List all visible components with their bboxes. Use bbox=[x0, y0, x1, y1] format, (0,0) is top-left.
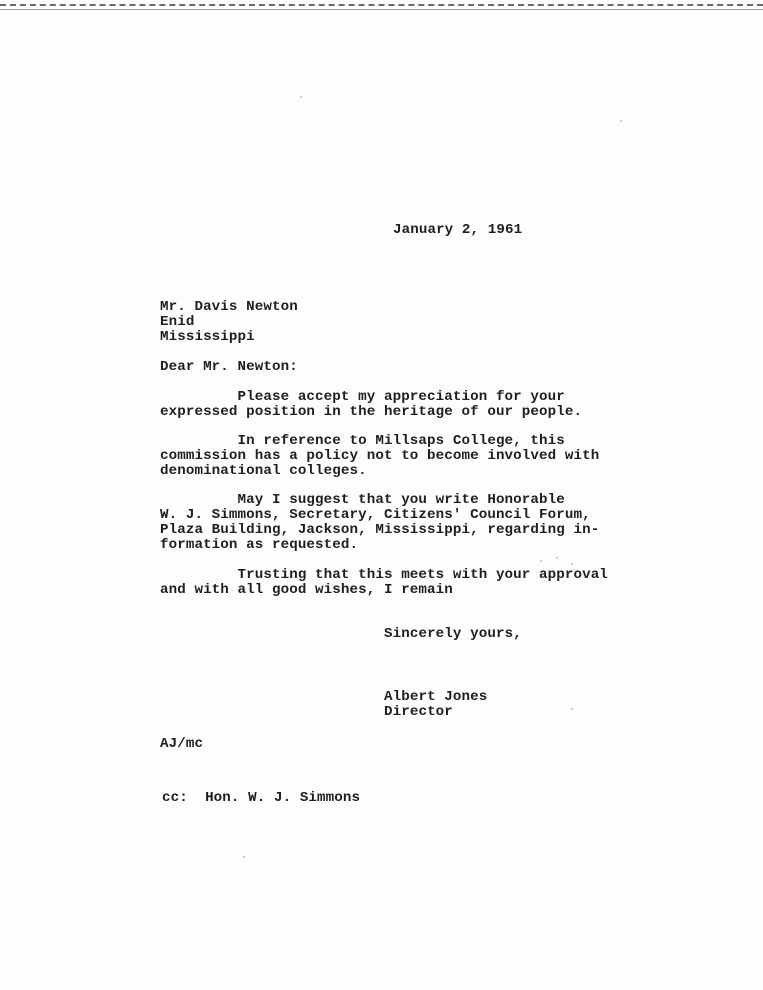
recipient-city: Enid bbox=[160, 314, 195, 330]
paragraph-3-line-2: W. J. Simmons, Secretary, Citizens' Council Forum, bbox=[160, 507, 591, 523]
scan-speck bbox=[571, 563, 573, 565]
scan-speck bbox=[540, 560, 542, 562]
letter-date: January 2, 1961 bbox=[393, 222, 523, 238]
carbon-copy-line: cc: Hon. W. J. Simmons bbox=[162, 790, 361, 806]
recipient-name: Mr. Davis Newton bbox=[160, 299, 298, 315]
paragraph-3-line-3: Plaza Building, Jackson, Mississippi, regarding in- bbox=[160, 522, 600, 538]
paragraph-1-line-2: expressed position in the heritage of our people. bbox=[160, 404, 583, 420]
signer-title: Director bbox=[384, 704, 453, 720]
top-edge-line bbox=[0, 9, 763, 10]
paragraph-3-line-1: May I suggest that you write Honorable bbox=[160, 492, 565, 508]
signer-name: Albert Jones bbox=[384, 689, 488, 705]
scan-speck bbox=[243, 856, 245, 858]
closing: Sincerely yours, bbox=[384, 626, 522, 642]
recipient-state: Mississippi bbox=[160, 329, 255, 345]
paragraph-4-line-2: and with all good wishes, I remain bbox=[160, 582, 453, 598]
paragraph-3-line-4: formation as requested. bbox=[160, 537, 359, 553]
typist-initials: AJ/mc bbox=[160, 736, 204, 752]
scan-speck bbox=[620, 120, 622, 122]
top-edge-rule bbox=[0, 4, 763, 6]
scan-speck bbox=[300, 96, 302, 98]
salutation: Dear Mr. Newton: bbox=[160, 359, 298, 375]
scan-speck bbox=[571, 708, 573, 710]
paragraph-1-line-1: Please accept my appreciation for your bbox=[160, 389, 565, 405]
paragraph-2-line-2: commission has a policy not to become involved with bbox=[160, 448, 600, 464]
paragraph-4-line-1: Trusting that this meets with your approval bbox=[160, 567, 608, 583]
scan-speck bbox=[556, 557, 558, 559]
paragraph-2-line-3: denominational colleges. bbox=[160, 463, 367, 479]
paragraph-2-line-1: In reference to Millsaps College, this bbox=[160, 433, 565, 449]
